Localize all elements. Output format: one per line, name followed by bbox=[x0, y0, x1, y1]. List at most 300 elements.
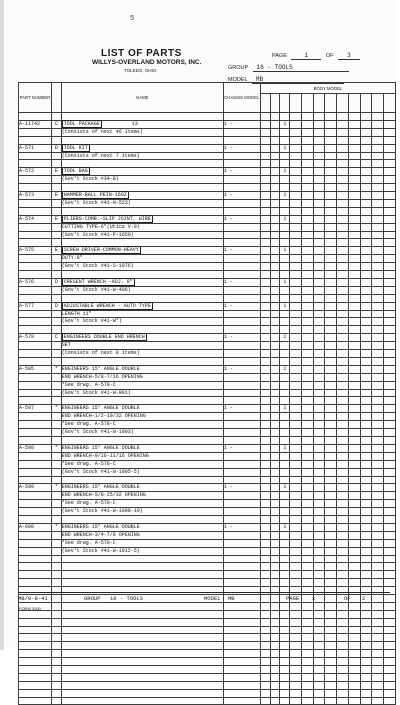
body-model-check-cell: 1 bbox=[280, 168, 290, 176]
description-text: ENGINEERS 15° ANGLE DOUBLE bbox=[61, 444, 140, 451]
model-value: MB bbox=[252, 76, 344, 84]
empty-cell bbox=[290, 199, 302, 207]
empty-cell bbox=[348, 120, 360, 128]
empty-cell bbox=[348, 215, 360, 223]
empty-cell bbox=[19, 152, 52, 160]
empty-cell bbox=[19, 673, 52, 681]
description-cell bbox=[61, 310, 223, 318]
empty-cell bbox=[348, 460, 360, 468]
empty-cell bbox=[290, 207, 302, 215]
empty-cell bbox=[290, 128, 302, 136]
empty-cell bbox=[325, 389, 337, 397]
description-cell bbox=[61, 318, 223, 326]
empty-cell bbox=[348, 547, 360, 555]
level-cell: D bbox=[51, 144, 61, 152]
empty-cell bbox=[325, 468, 337, 476]
empty-cell bbox=[270, 373, 280, 381]
empty-cell bbox=[313, 128, 325, 136]
empty-cell bbox=[290, 642, 302, 650]
empty-cell bbox=[290, 500, 302, 508]
empty-cell bbox=[360, 508, 372, 516]
empty-cell bbox=[61, 397, 223, 405]
empty-cell bbox=[270, 318, 280, 326]
empty-cell bbox=[348, 579, 360, 587]
empty-cell bbox=[348, 666, 360, 674]
empty-cell bbox=[360, 247, 372, 255]
empty-cell bbox=[223, 508, 260, 516]
empty-cell bbox=[19, 436, 52, 444]
empty-cell bbox=[337, 421, 349, 429]
empty-cell bbox=[325, 697, 337, 705]
empty-cell bbox=[313, 184, 325, 192]
empty-cell bbox=[270, 176, 280, 184]
empty-cell bbox=[260, 697, 270, 705]
empty-cell bbox=[260, 563, 270, 571]
empty-cell bbox=[337, 555, 349, 563]
empty-cell bbox=[337, 184, 349, 192]
empty-cell bbox=[301, 452, 313, 460]
empty-cell bbox=[290, 610, 302, 618]
empty-cell bbox=[384, 350, 396, 358]
empty-cell bbox=[384, 278, 396, 286]
empty-cell bbox=[325, 658, 337, 666]
empty-cell bbox=[260, 215, 270, 223]
empty-cell bbox=[313, 460, 325, 468]
empty-cell bbox=[384, 650, 396, 658]
empty-cell bbox=[325, 579, 337, 587]
empty-cell bbox=[223, 681, 260, 689]
empty-cell bbox=[290, 397, 302, 405]
empty-cell bbox=[290, 634, 302, 642]
empty-cell bbox=[337, 484, 349, 492]
empty-cell bbox=[384, 452, 396, 460]
empty-cell bbox=[61, 666, 223, 674]
empty-cell bbox=[372, 231, 384, 239]
empty-cell bbox=[270, 492, 280, 500]
empty-cell bbox=[325, 444, 337, 452]
empty-cell bbox=[270, 231, 280, 239]
empty-cell bbox=[280, 429, 290, 437]
description-cell bbox=[61, 176, 223, 184]
empty-cell bbox=[384, 184, 396, 192]
table-row bbox=[19, 373, 396, 381]
empty-cell bbox=[223, 207, 260, 215]
chassis-quantity-cell: 1 - bbox=[223, 302, 260, 310]
empty-cell bbox=[337, 113, 349, 121]
empty-cell bbox=[348, 144, 360, 152]
empty-cell bbox=[360, 492, 372, 500]
empty-cell bbox=[19, 271, 52, 279]
empty-cell bbox=[280, 263, 290, 271]
empty-cell bbox=[270, 626, 280, 634]
description-text: END WRENCH-9/16-11/16 OPENING bbox=[61, 452, 149, 459]
body-model-check-cell: 1 bbox=[280, 365, 290, 373]
empty-cell bbox=[384, 326, 396, 334]
empty-cell bbox=[360, 310, 372, 318]
empty-cell bbox=[384, 207, 396, 215]
empty-cell bbox=[360, 523, 372, 531]
description-text: (Gov't Stock #41-W*) bbox=[61, 318, 122, 325]
empty-cell bbox=[384, 626, 396, 634]
description-cell bbox=[61, 421, 223, 429]
empty-cell bbox=[301, 429, 313, 437]
empty-cell bbox=[290, 516, 302, 524]
empty-cell bbox=[290, 658, 302, 666]
empty-cell bbox=[223, 128, 260, 136]
empty-cell bbox=[372, 365, 384, 373]
empty-cell bbox=[223, 286, 260, 294]
empty-cell bbox=[372, 113, 384, 121]
empty-cell bbox=[372, 168, 384, 176]
empty-cell bbox=[313, 673, 325, 681]
empty-cell bbox=[384, 492, 396, 500]
empty-cell bbox=[372, 160, 384, 168]
empty-cell bbox=[270, 144, 280, 152]
empty-cell bbox=[384, 255, 396, 263]
empty-cell bbox=[270, 642, 280, 650]
empty-cell bbox=[384, 555, 396, 563]
empty-cell bbox=[51, 231, 61, 239]
empty-cell bbox=[290, 160, 302, 168]
empty-cell bbox=[51, 207, 61, 215]
empty-cell bbox=[325, 120, 337, 128]
empty-cell bbox=[372, 634, 384, 642]
empty-cell bbox=[223, 184, 260, 192]
table-row bbox=[19, 508, 396, 516]
empty-cell bbox=[325, 618, 337, 626]
level-cell: D bbox=[51, 278, 61, 286]
blank-line bbox=[19, 571, 396, 579]
empty-cell bbox=[51, 223, 61, 231]
empty-cell bbox=[313, 681, 325, 689]
empty-cell bbox=[372, 492, 384, 500]
empty-cell bbox=[19, 286, 52, 294]
group-label: GROUP bbox=[228, 65, 249, 71]
empty-cell bbox=[325, 136, 337, 144]
empty-cell bbox=[301, 263, 313, 271]
empty-cell bbox=[337, 579, 349, 587]
empty-cell bbox=[360, 357, 372, 365]
empty-cell bbox=[348, 642, 360, 650]
empty-cell bbox=[51, 452, 61, 460]
empty-cell bbox=[290, 247, 302, 255]
empty-cell bbox=[51, 563, 61, 571]
empty-cell bbox=[270, 350, 280, 358]
empty-cell bbox=[337, 302, 349, 310]
empty-cell bbox=[61, 555, 223, 563]
body-model-check-cell: 1 bbox=[280, 405, 290, 413]
empty-cell bbox=[325, 128, 337, 136]
empty-cell bbox=[280, 223, 290, 231]
empty-cell bbox=[372, 523, 384, 531]
empty-cell bbox=[280, 342, 290, 350]
empty-cell bbox=[223, 516, 260, 524]
empty-cell bbox=[290, 681, 302, 689]
empty-cell bbox=[19, 500, 52, 508]
empty-cell bbox=[313, 500, 325, 508]
empty-cell bbox=[372, 673, 384, 681]
empty-cell bbox=[270, 634, 280, 642]
empty-cell bbox=[270, 207, 280, 215]
blank-line bbox=[19, 658, 396, 666]
empty-cell bbox=[337, 626, 349, 634]
empty-cell bbox=[301, 413, 313, 421]
description-text: ENGINEERS 15° ANGLE DOUBLE bbox=[61, 484, 140, 491]
body-model-check-cell: 1 bbox=[280, 302, 290, 310]
empty-cell bbox=[372, 334, 384, 342]
empty-cell bbox=[260, 468, 270, 476]
empty-cell bbox=[223, 176, 260, 184]
description-text: (Gov't Stock #41-W-1005-5) bbox=[61, 468, 140, 475]
empty-cell bbox=[260, 192, 270, 200]
empty-cell bbox=[325, 429, 337, 437]
empty-cell bbox=[301, 492, 313, 500]
empty-cell bbox=[51, 658, 61, 666]
empty-cell bbox=[337, 120, 349, 128]
empty-cell bbox=[301, 650, 313, 658]
empty-cell bbox=[270, 484, 280, 492]
empty-cell bbox=[301, 523, 313, 531]
empty-cell bbox=[348, 247, 360, 255]
empty-cell bbox=[325, 689, 337, 697]
empty-cell bbox=[372, 500, 384, 508]
empty-cell bbox=[223, 152, 260, 160]
empty-cell bbox=[270, 673, 280, 681]
empty-cell bbox=[270, 326, 280, 334]
description-cell bbox=[61, 120, 223, 128]
empty-cell bbox=[384, 571, 396, 579]
empty-cell bbox=[280, 681, 290, 689]
empty-cell bbox=[19, 223, 52, 231]
empty-cell bbox=[19, 263, 52, 271]
empty-cell bbox=[337, 231, 349, 239]
empty-cell bbox=[360, 381, 372, 389]
empty-cell bbox=[348, 389, 360, 397]
empty-cell bbox=[301, 389, 313, 397]
empty-cell bbox=[260, 239, 270, 247]
empty-cell bbox=[384, 618, 396, 626]
table-row bbox=[19, 231, 396, 239]
empty-cell bbox=[372, 152, 384, 160]
empty-cell bbox=[19, 381, 52, 389]
empty-cell bbox=[313, 476, 325, 484]
empty-cell bbox=[313, 429, 325, 437]
empty-cell bbox=[384, 429, 396, 437]
empty-cell bbox=[51, 618, 61, 626]
description-cell bbox=[61, 199, 223, 207]
blank-line bbox=[19, 618, 396, 626]
empty-cell bbox=[19, 642, 52, 650]
empty-cell bbox=[19, 579, 52, 587]
empty-cell bbox=[270, 223, 280, 231]
empty-cell bbox=[223, 658, 260, 666]
empty-cell bbox=[384, 476, 396, 484]
empty-cell bbox=[325, 271, 337, 279]
body-model-check-cell: 1 bbox=[280, 484, 290, 492]
chassis-quantity-cell: 1 - bbox=[223, 120, 260, 128]
empty-cell bbox=[337, 634, 349, 642]
empty-cell bbox=[325, 531, 337, 539]
empty-cell bbox=[61, 650, 223, 658]
empty-cell bbox=[337, 429, 349, 437]
empty-cell bbox=[313, 436, 325, 444]
empty-cell bbox=[19, 555, 52, 563]
empty-cell bbox=[348, 650, 360, 658]
empty-cell bbox=[348, 531, 360, 539]
empty-cell bbox=[280, 310, 290, 318]
table-row bbox=[19, 199, 396, 207]
empty-cell bbox=[348, 357, 360, 365]
parts-table-body bbox=[19, 113, 396, 705]
empty-cell bbox=[325, 334, 337, 342]
empty-cell bbox=[260, 516, 270, 524]
empty-cell bbox=[384, 223, 396, 231]
empty-cell bbox=[260, 405, 270, 413]
empty-cell bbox=[260, 373, 270, 381]
empty-cell bbox=[313, 231, 325, 239]
empty-cell bbox=[313, 571, 325, 579]
empty-cell bbox=[280, 255, 290, 263]
empty-cell bbox=[325, 547, 337, 555]
empty-cell bbox=[19, 658, 52, 666]
empty-cell bbox=[372, 547, 384, 555]
empty-cell bbox=[260, 634, 270, 642]
empty-cell bbox=[290, 697, 302, 705]
empty-cell bbox=[337, 436, 349, 444]
empty-cell bbox=[19, 373, 52, 381]
empty-cell bbox=[270, 436, 280, 444]
empty-cell bbox=[260, 484, 270, 492]
empty-cell bbox=[270, 286, 280, 294]
table-row bbox=[19, 492, 396, 500]
part-number-cell: A-11742 bbox=[19, 120, 52, 128]
empty-cell bbox=[270, 239, 280, 247]
empty-cell bbox=[223, 357, 260, 365]
description-cell bbox=[61, 255, 223, 263]
description-cell bbox=[61, 523, 223, 531]
empty-cell bbox=[301, 555, 313, 563]
empty-cell bbox=[384, 468, 396, 476]
empty-cell bbox=[260, 429, 270, 437]
footer-date: MB/9-8-41 bbox=[18, 595, 48, 602]
empty-cell bbox=[348, 113, 360, 121]
blank-line bbox=[19, 681, 396, 689]
empty-cell bbox=[384, 405, 396, 413]
empty-cell bbox=[348, 255, 360, 263]
empty-cell bbox=[313, 239, 325, 247]
empty-cell bbox=[384, 508, 396, 516]
empty-cell bbox=[348, 278, 360, 286]
empty-cell bbox=[372, 610, 384, 618]
empty-cell bbox=[61, 610, 223, 618]
empty-cell bbox=[313, 666, 325, 674]
empty-cell bbox=[384, 192, 396, 200]
description-text: (Consists of next 7 items) bbox=[61, 152, 140, 159]
empty-cell bbox=[348, 128, 360, 136]
empty-cell bbox=[372, 310, 384, 318]
empty-cell bbox=[348, 413, 360, 421]
empty-cell bbox=[19, 239, 52, 247]
empty-cell bbox=[51, 555, 61, 563]
table-row bbox=[19, 215, 396, 223]
blank-line bbox=[19, 610, 396, 618]
empty-cell bbox=[290, 326, 302, 334]
empty-cell bbox=[223, 642, 260, 650]
empty-cell bbox=[372, 389, 384, 397]
empty-cell bbox=[372, 460, 384, 468]
empty-cell bbox=[61, 681, 223, 689]
empty-cell bbox=[348, 160, 360, 168]
empty-cell bbox=[348, 310, 360, 318]
empty-cell bbox=[290, 302, 302, 310]
empty-cell bbox=[223, 113, 260, 121]
empty-cell bbox=[313, 144, 325, 152]
empty-cell bbox=[360, 555, 372, 563]
empty-cell bbox=[260, 263, 270, 271]
empty-cell bbox=[348, 294, 360, 302]
description-text: CRESENT WRENCH -ADJ. 8" bbox=[63, 278, 133, 285]
empty-cell bbox=[360, 673, 372, 681]
empty-cell bbox=[280, 207, 290, 215]
empty-cell bbox=[372, 468, 384, 476]
empty-cell bbox=[313, 255, 325, 263]
description-text: TOOL BAG bbox=[63, 168, 88, 175]
empty-cell bbox=[325, 500, 337, 508]
empty-cell bbox=[270, 460, 280, 468]
empty-cell bbox=[348, 444, 360, 452]
empty-cell bbox=[290, 381, 302, 389]
empty-cell bbox=[360, 460, 372, 468]
description-cell bbox=[61, 152, 223, 160]
empty-cell bbox=[360, 215, 372, 223]
empty-cell bbox=[360, 318, 372, 326]
description-text: *See drwg. A-578-C bbox=[61, 500, 116, 507]
empty-cell bbox=[348, 318, 360, 326]
empty-cell bbox=[260, 531, 270, 539]
empty-cell bbox=[51, 500, 61, 508]
empty-cell bbox=[348, 421, 360, 429]
empty-cell bbox=[280, 381, 290, 389]
empty-cell bbox=[280, 539, 290, 547]
empty-cell bbox=[260, 286, 270, 294]
empty-cell bbox=[372, 271, 384, 279]
empty-cell bbox=[260, 318, 270, 326]
empty-cell bbox=[290, 278, 302, 286]
empty-cell bbox=[313, 413, 325, 421]
empty-cell bbox=[313, 357, 325, 365]
empty-cell bbox=[61, 136, 223, 144]
empty-cell bbox=[260, 579, 270, 587]
empty-cell bbox=[290, 310, 302, 318]
chassis-model-header: CHASSIS MODEL bbox=[223, 83, 260, 113]
empty-cell bbox=[270, 199, 280, 207]
empty-cell bbox=[260, 207, 270, 215]
empty-cell bbox=[301, 334, 313, 342]
table-row bbox=[19, 278, 396, 286]
empty-cell bbox=[384, 176, 396, 184]
empty-cell bbox=[270, 452, 280, 460]
empty-cell bbox=[348, 618, 360, 626]
table-row bbox=[19, 318, 396, 326]
empty-cell bbox=[270, 547, 280, 555]
empty-cell bbox=[260, 184, 270, 192]
empty-cell bbox=[280, 642, 290, 650]
empty-cell bbox=[301, 579, 313, 587]
empty-cell bbox=[260, 231, 270, 239]
empty-cell bbox=[372, 429, 384, 437]
empty-cell bbox=[290, 468, 302, 476]
empty-cell bbox=[260, 128, 270, 136]
